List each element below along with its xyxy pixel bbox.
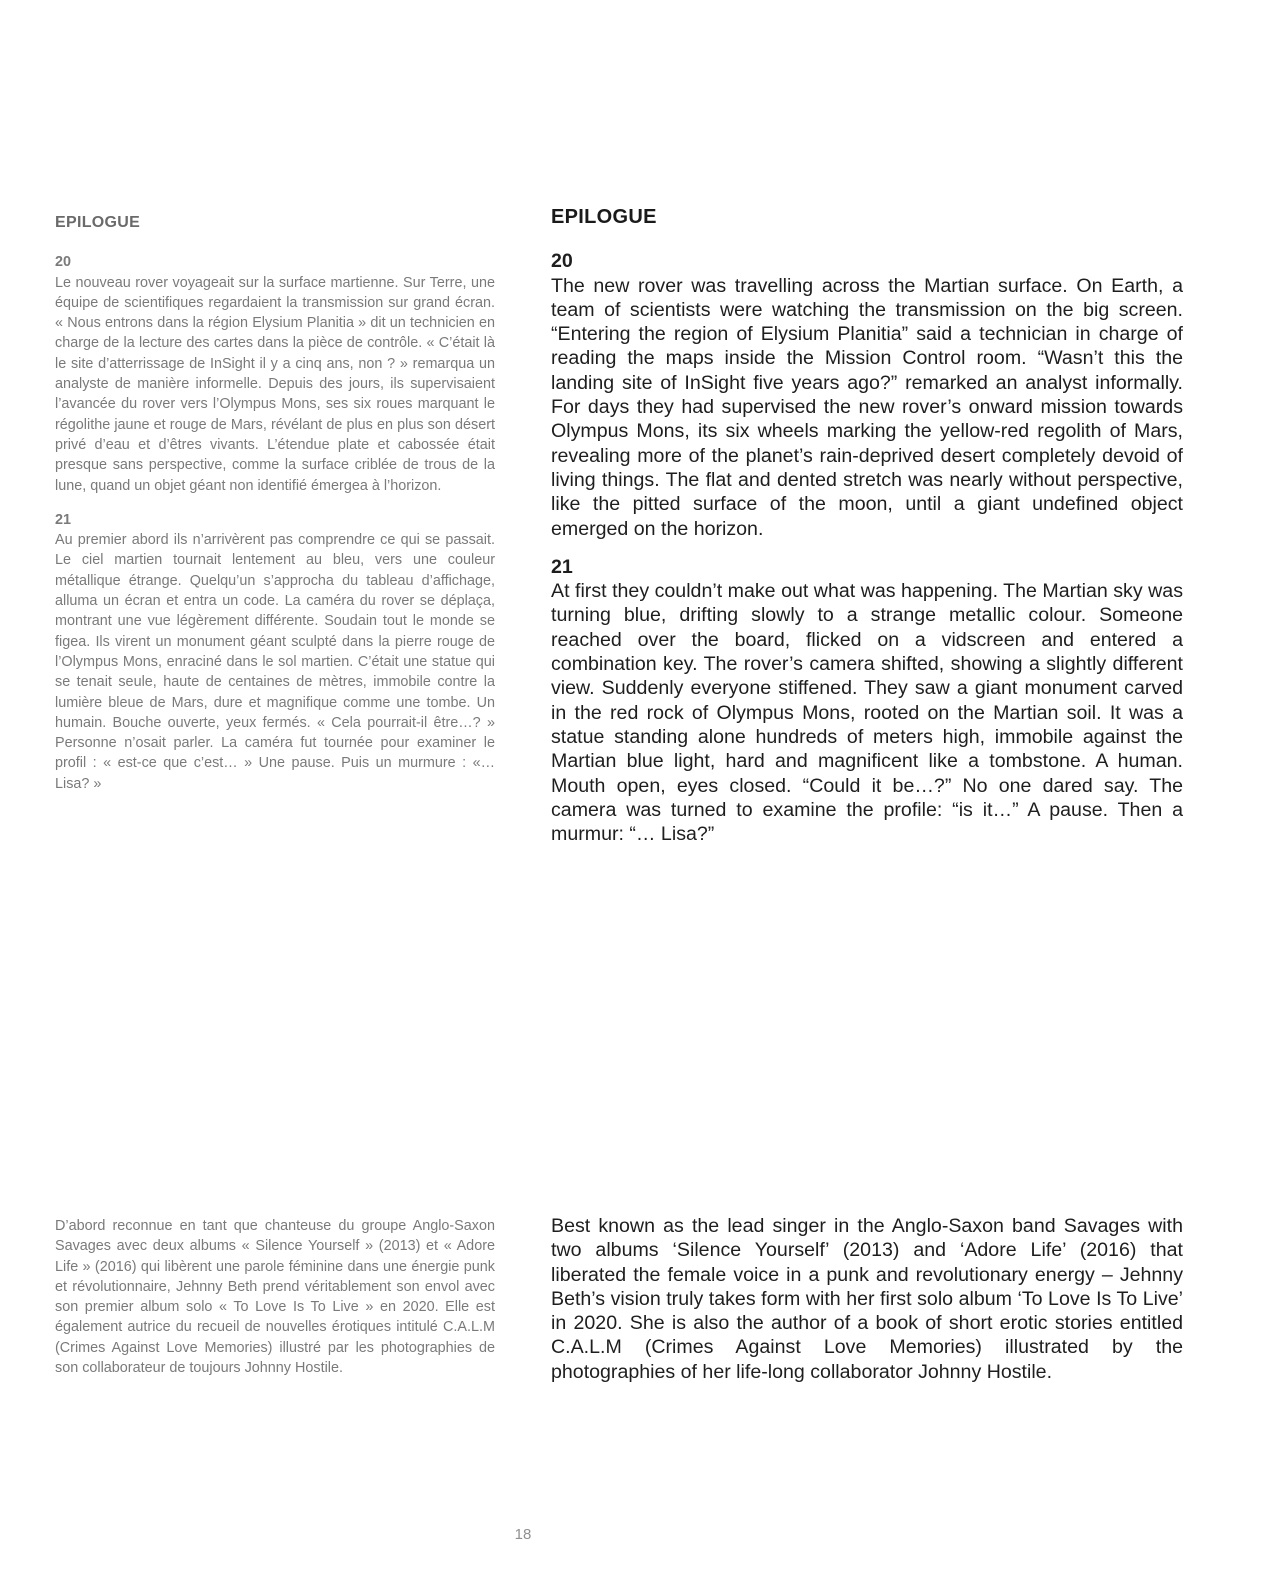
french-bio-text: D’abord reconnue en tant que chanteuse du groupe Anglo-Saxon Savages avec deux albums « Silence Yourself » (2013) et « Adore Life » (2016) qui libèrent une parole féminine dans une énergie punk et révolutionnaire, Jehnny Beth prend véritablement son envol avec son premier album solo « To Love Is To Live » en 2020. Elle est également autrice du recueil de nouvelles érotiques intitulé C.A.L.M (Crimes Against Love Memories) illustré par les photographies de son collaborateur de toujours Johnny Hostile. <box>55 1218 495 1377</box>
english-section-21-number: 21 <box>551 555 573 578</box>
english-story-column <box>551 205 1183 846</box>
page-number: 18 <box>514 1526 532 1543</box>
english-section-20-text: The new rover was travelling across the Martian surface. On Earth, a team of scientists were watching the transmission on the big screen. “Entering the region of Elysium Planitia” said a technician in charge of reading the maps inside the Mission Control room. “Wasn’t this the landing site of InSight five years ago?” remarked an analyst informally. For days they had supervised the new rover’s onward mission towards Olympus Mons, its six wheels marking the yellow-red regolith of Mars, revealing more of the planet’s rain-deprived desert completely devoid of living things. The flat and dented stretch was nearly without perspective, like the pitted surface of the moon, until a giant undefined object emerged on the horizon. <box>551 274 1183 540</box>
french-story-column <box>55 213 495 794</box>
english-author-bio <box>551 1214 1183 1384</box>
english-heading: EPILOGUE <box>551 206 657 228</box>
french-heading: EPILOGUE <box>55 214 141 231</box>
french-section-21-number: 21 <box>55 511 72 528</box>
english-section-21-text: At first they couldn’t make out what was happening. The Martian sky was turning blue, drifting slowly to a strange metallic colour. Someone reached over the board, flicked on a vidscreen and entered a combination key. The rover’s camera shifted, showing a slightly different view. Suddenly everyone stiffened. They saw a giant monument carved in the red rock of Olympus Mons, rooted on the Martian soil. It was a statue standing alone hundreds of meters high, immobile against the Martian blue light, hard and magnificent like a tombstone. A human. Mouth open, eyes closed. “Could it be…?” No one dared say. The camera was turned to examine the profile: “is it…” A pause. Then a murmur: “… Lisa?” <box>551 580 1183 846</box>
french-section-20-text: Le nouveau rover voyageait sur la surface martienne. Sur Terre, une équipe de scientifiques regardaient la transmission sur grand écran. « Nous entrons dans la région Elysium Planitia » dit un technicien en charge de la lecture des cartes dans la pièce de contrôle. « C’était là le site d’atterrissage de InSight il y a cinq ans, non ? » remarqua un analyste de manière informelle. Depuis des jours, ils supervisaient l’avancée du rover vers l’Olympus Mons, ses six roues marquant le régolithe jaune et rouge de Mars, révélant de plus en plus son désert privé d’eau et d’êtres vivants. L’étendue plate et cabossée était presque sans perspective, comme la surface criblée de trous de la lune, quand un objet géant non identifié émergea à l’horizon. <box>55 274 495 494</box>
english-section-20-number: 20 <box>551 250 573 273</box>
french-section-21-text: Au premier abord ils n’arrivèrent pas comprendre ce qui se passait. Le ciel martien tournait lentement au bleu, vers une couleur métallique étrange. Quelqu’un s’approcha du tableau d’affichage, alluma un écran et entra un code. La caméra du rover se déplaça, montrant une vue légèrement différente. Soudain tout le monde se figea. Ils virent un monument géant sculpté dans la pierre rouge de l’Olympus Mons, enraciné dans le sol martien. C’était une statue qui se tenait seule, haute de centaines de mètres, immobile contre la lumière bleue de Mars, dure et magnifique comme une tombe. Un humain. Bouche ouverte, yeux fermés. « Cela pourrait-il être…? » Personne n’osait parler. La caméra fut tournée pour examiner le profil : « est-ce que c’est… » Une pause. Puis un murmure : «… Lisa? » <box>55 532 495 792</box>
english-bio-text: Best known as the lead singer in the Anglo-Saxon band Savages with two albums ‘Silence Yourself’ (2013) and ‘Adore Life’ (2016) that liberated the female voice in a punk and revolutionary energy – Jehnny Beth’s vision truly takes form with her first solo album ‘To Love Is To Live’ in 2020. She is also the author of a book of short erotic stories entitled C.A.L.M (Crimes Against Love Memories) illustrated by the photographies of her life-long collaborator Johnny Hostile. <box>551 1215 1183 1383</box>
french-author-bio <box>55 1216 495 1378</box>
french-section-20-number: 20 <box>55 254 72 271</box>
